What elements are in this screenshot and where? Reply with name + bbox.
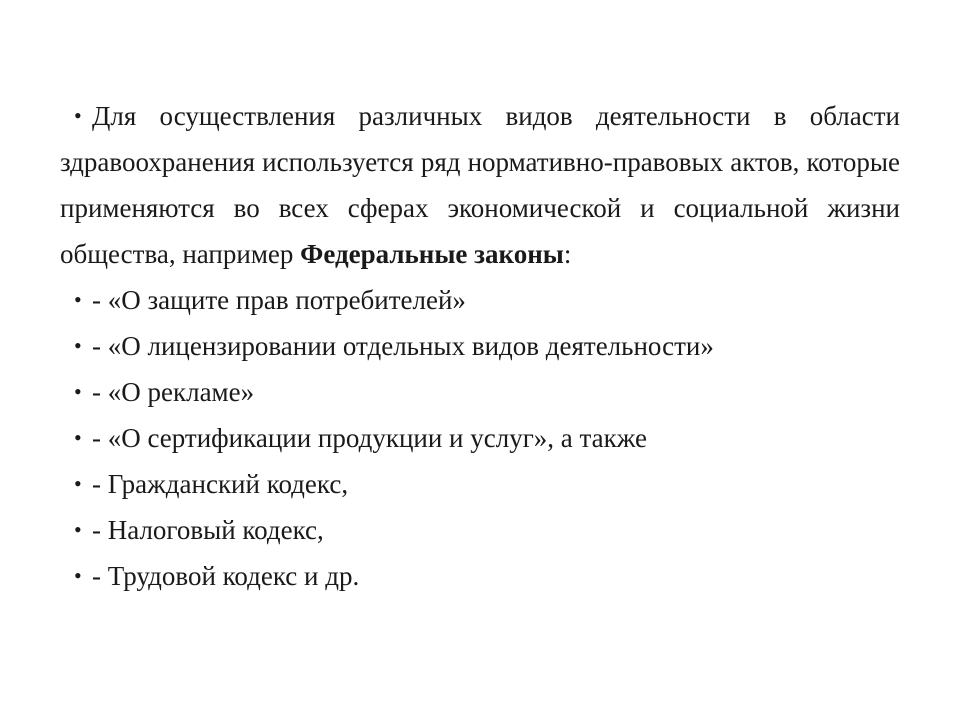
list-item-text: - Гражданский кодекс, — [92, 469, 349, 499]
bullet-icon: • — [74, 103, 82, 128]
laws-list — [60, 277, 900, 599]
list-item-text: - «О рекламе» — [92, 377, 255, 407]
list-item — [60, 553, 900, 599]
list-item-text: - Трудовой кодекс и др. — [92, 561, 360, 591]
bullet-icon: • — [74, 425, 82, 450]
slide-content — [60, 93, 900, 599]
intro-bold-text: Федеральные законы — [300, 239, 564, 269]
intro-paragraph — [60, 93, 900, 277]
list-item — [60, 461, 900, 507]
bullet-icon: • — [74, 563, 82, 588]
bullet-icon: • — [74, 333, 82, 358]
bullet-icon: • — [74, 287, 82, 312]
list-item-text: - «О сертификации продукции и услуг», а также — [92, 423, 648, 453]
list-item — [60, 323, 900, 369]
list-item — [60, 507, 900, 553]
list-item — [60, 369, 900, 415]
list-item-text: - «О защите прав потребителей» — [92, 285, 466, 315]
bullet-icon: • — [74, 379, 82, 404]
list-item-text: - Налоговый кодекс, — [92, 515, 324, 545]
list-item — [60, 277, 900, 323]
bullet-icon: • — [74, 517, 82, 542]
intro-tail: : — [563, 239, 572, 269]
list-item — [60, 415, 900, 461]
bullet-icon: • — [74, 471, 82, 496]
list-item-text: - «О лицензировании отдельных видов деятельности» — [92, 331, 714, 361]
intro-text: Для осуществления различных видов деятельности в области здравоохранения используется ряд нормативно-правовых актов, которые применяются во всех сферах экономической и социальной жизни общества, например — [60, 101, 900, 269]
